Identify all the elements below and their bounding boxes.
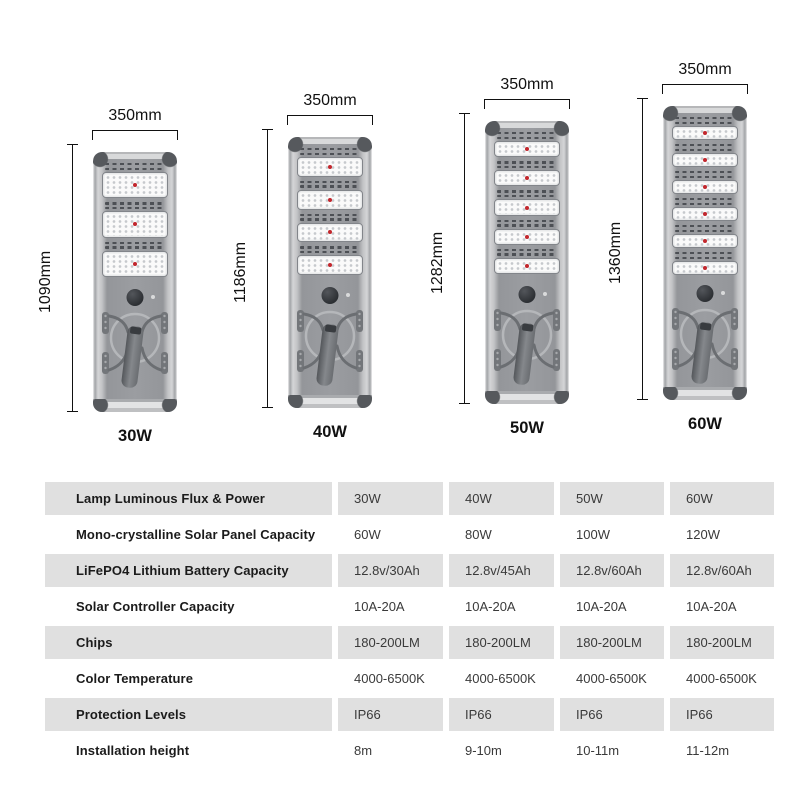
- vent-slots: [300, 148, 360, 155]
- sensor-row: [663, 285, 747, 302]
- spec-row-solar-panel: [45, 518, 774, 551]
- led-module: [297, 255, 363, 275]
- spec-value: 4000-6500K: [686, 671, 757, 686]
- vent-slots: [497, 249, 557, 256]
- width-dimension-label: 350mm: [678, 61, 732, 78]
- height-dimension-line: [637, 98, 648, 400]
- indicator-dot-icon: [543, 292, 547, 296]
- spec-value: 12.8v/60Ah: [670, 554, 774, 587]
- spec-value: 80W: [465, 527, 492, 542]
- vent-slots: [497, 161, 557, 168]
- led-module: [672, 153, 738, 167]
- spec-row-label: Lamp Luminous Flux & Power: [45, 482, 332, 515]
- height-dimension-label: 1090mm: [37, 250, 54, 314]
- lamp-bottom-cap: [288, 395, 372, 408]
- spec-row-color-temperature: [45, 662, 774, 695]
- spec-row-label: Color Temperature: [76, 671, 194, 686]
- spec-row-label: Chips: [45, 626, 332, 659]
- spec-row-label: Solar Controller Capacity: [76, 599, 235, 614]
- height-dimension-label: 1282mm: [429, 231, 446, 294]
- spec-value: IP66: [560, 698, 664, 731]
- spec-value: 12.8v/45Ah: [449, 554, 554, 587]
- led-module: [102, 172, 168, 198]
- lamp-bottom-cap: [93, 399, 177, 412]
- width-dimension-line: [287, 115, 373, 125]
- spec-value: 180-200LM: [670, 626, 774, 659]
- led-module: [494, 258, 560, 274]
- lamp-bottom-cap: [663, 387, 747, 400]
- sensor-row: [93, 289, 177, 306]
- mounting-bracket: [485, 305, 569, 389]
- sensor-row: [485, 286, 569, 303]
- vent-slots: [105, 202, 165, 209]
- spec-value: 30W: [338, 482, 443, 515]
- led-module: [672, 261, 738, 275]
- spec-value: 4000-6500K: [354, 671, 425, 686]
- vent-slots: [675, 252, 735, 259]
- height-dimension-label: 1360mm: [607, 221, 624, 285]
- mounting-bracket: [663, 304, 747, 388]
- vent-slots: [675, 171, 735, 178]
- spec-value: IP66: [338, 698, 443, 731]
- power-label: 40W: [313, 423, 347, 441]
- height-dimension-label: 1186mm: [232, 241, 249, 304]
- light-sensor-icon: [127, 289, 144, 306]
- led-panel: [297, 146, 363, 277]
- height-dimension-line: [262, 129, 273, 408]
- spec-value: 11-12m: [686, 743, 730, 758]
- width-dimension-line: [662, 84, 748, 94]
- light-sensor-icon: [697, 285, 714, 302]
- led-module: [494, 170, 560, 186]
- led-module: [297, 223, 363, 243]
- spec-row-controller: [45, 590, 774, 623]
- vent-slots: [497, 220, 557, 227]
- vent-slots: [300, 246, 360, 253]
- lamp-figure-60w: [607, 61, 747, 433]
- power-label: 30W: [118, 427, 152, 445]
- spec-value: 10A-20A: [465, 599, 516, 614]
- spec-value: 180-200LM: [449, 626, 554, 659]
- spec-value: 10A-20A: [354, 599, 405, 614]
- spec-row-protection: [45, 698, 774, 731]
- width-dimension-label: 350mm: [108, 107, 162, 124]
- spec-value: 12.8v/60Ah: [560, 554, 664, 587]
- lamp-figure-30w: [37, 107, 177, 445]
- led-panel: [494, 130, 560, 276]
- lamp-body: [93, 152, 177, 412]
- vent-slots: [105, 242, 165, 249]
- indicator-dot-icon: [151, 295, 155, 299]
- vent-slots: [497, 190, 557, 197]
- lamp-figure-40w: [232, 92, 372, 441]
- spec-value: 4000-6500K: [576, 671, 647, 686]
- vent-slots: [300, 181, 360, 188]
- spec-value: 8m: [354, 743, 373, 758]
- spec-row-lamp-power: [45, 482, 774, 515]
- lamp-figure-50w: [429, 76, 569, 437]
- width-dimension-label: 350mm: [303, 92, 357, 109]
- power-label: 60W: [688, 415, 722, 433]
- led-module: [672, 126, 738, 140]
- spec-value: 120W: [686, 527, 720, 542]
- spec-row-installation-height: [45, 734, 774, 767]
- lamp-bottom-cap: [485, 391, 569, 404]
- height-dimension-line: [459, 113, 470, 404]
- lamp-body: [288, 137, 372, 408]
- mounting-bracket: [93, 308, 177, 392]
- spec-row-label: Protection Levels: [45, 698, 332, 731]
- indicator-dot-icon: [346, 293, 350, 297]
- width-dimension-line: [92, 130, 178, 140]
- led-module: [297, 190, 363, 210]
- height-dimension-line: [67, 144, 78, 412]
- spec-row-label: Mono-crystalline Solar Panel Capacity: [76, 527, 316, 542]
- spec-value: 4000-6500K: [465, 671, 536, 686]
- led-module: [672, 234, 738, 248]
- spec-table: [45, 482, 774, 770]
- vent-slots: [675, 117, 735, 124]
- vent-slots: [675, 144, 735, 151]
- led-panel: [672, 115, 738, 275]
- led-module: [494, 229, 560, 245]
- led-module: [102, 211, 168, 237]
- led-module: [494, 141, 560, 157]
- vent-slots: [300, 214, 360, 221]
- led-module: [102, 251, 168, 277]
- led-module: [672, 207, 738, 221]
- lamp-body: [663, 106, 747, 400]
- vent-slots: [675, 198, 735, 205]
- spec-value: 10A-20A: [686, 599, 737, 614]
- width-dimension-line: [484, 99, 570, 109]
- width-dimension-label: 350mm: [500, 76, 554, 93]
- spec-value: 60W: [354, 527, 381, 542]
- indicator-dot-icon: [721, 291, 725, 295]
- vent-slots: [675, 225, 735, 232]
- spec-value: 10A-20A: [576, 599, 627, 614]
- power-label: 50W: [510, 419, 544, 437]
- spec-value: 40W: [449, 482, 554, 515]
- spec-value: 60W: [670, 482, 774, 515]
- spec-value: 180-200LM: [338, 626, 443, 659]
- spec-row-label: Installation height: [76, 743, 190, 758]
- spec-value: 12.8v/30Ah: [338, 554, 443, 587]
- spec-row-chips: [45, 626, 774, 659]
- spec-value: 10-11m: [576, 743, 620, 758]
- spec-value: 180-200LM: [560, 626, 664, 659]
- lamp-body: [485, 121, 569, 404]
- mounting-bracket: [288, 306, 372, 390]
- light-sensor-icon: [519, 286, 536, 303]
- spec-value: IP66: [449, 698, 554, 731]
- vent-slots: [105, 163, 165, 170]
- spec-row-battery: [45, 554, 774, 587]
- spec-value: 9-10m: [465, 743, 502, 758]
- light-sensor-icon: [322, 287, 339, 304]
- spec-value: IP66: [670, 698, 774, 731]
- sensor-row: [288, 287, 372, 304]
- spec-value: 50W: [560, 482, 664, 515]
- led-panel: [102, 161, 168, 279]
- led-module: [494, 199, 560, 215]
- led-module: [297, 157, 363, 177]
- spec-row-label: LiFePO4 Lithium Battery Capacity: [45, 554, 332, 587]
- vent-slots: [497, 132, 557, 139]
- led-module: [672, 180, 738, 194]
- spec-value: 100W: [576, 527, 610, 542]
